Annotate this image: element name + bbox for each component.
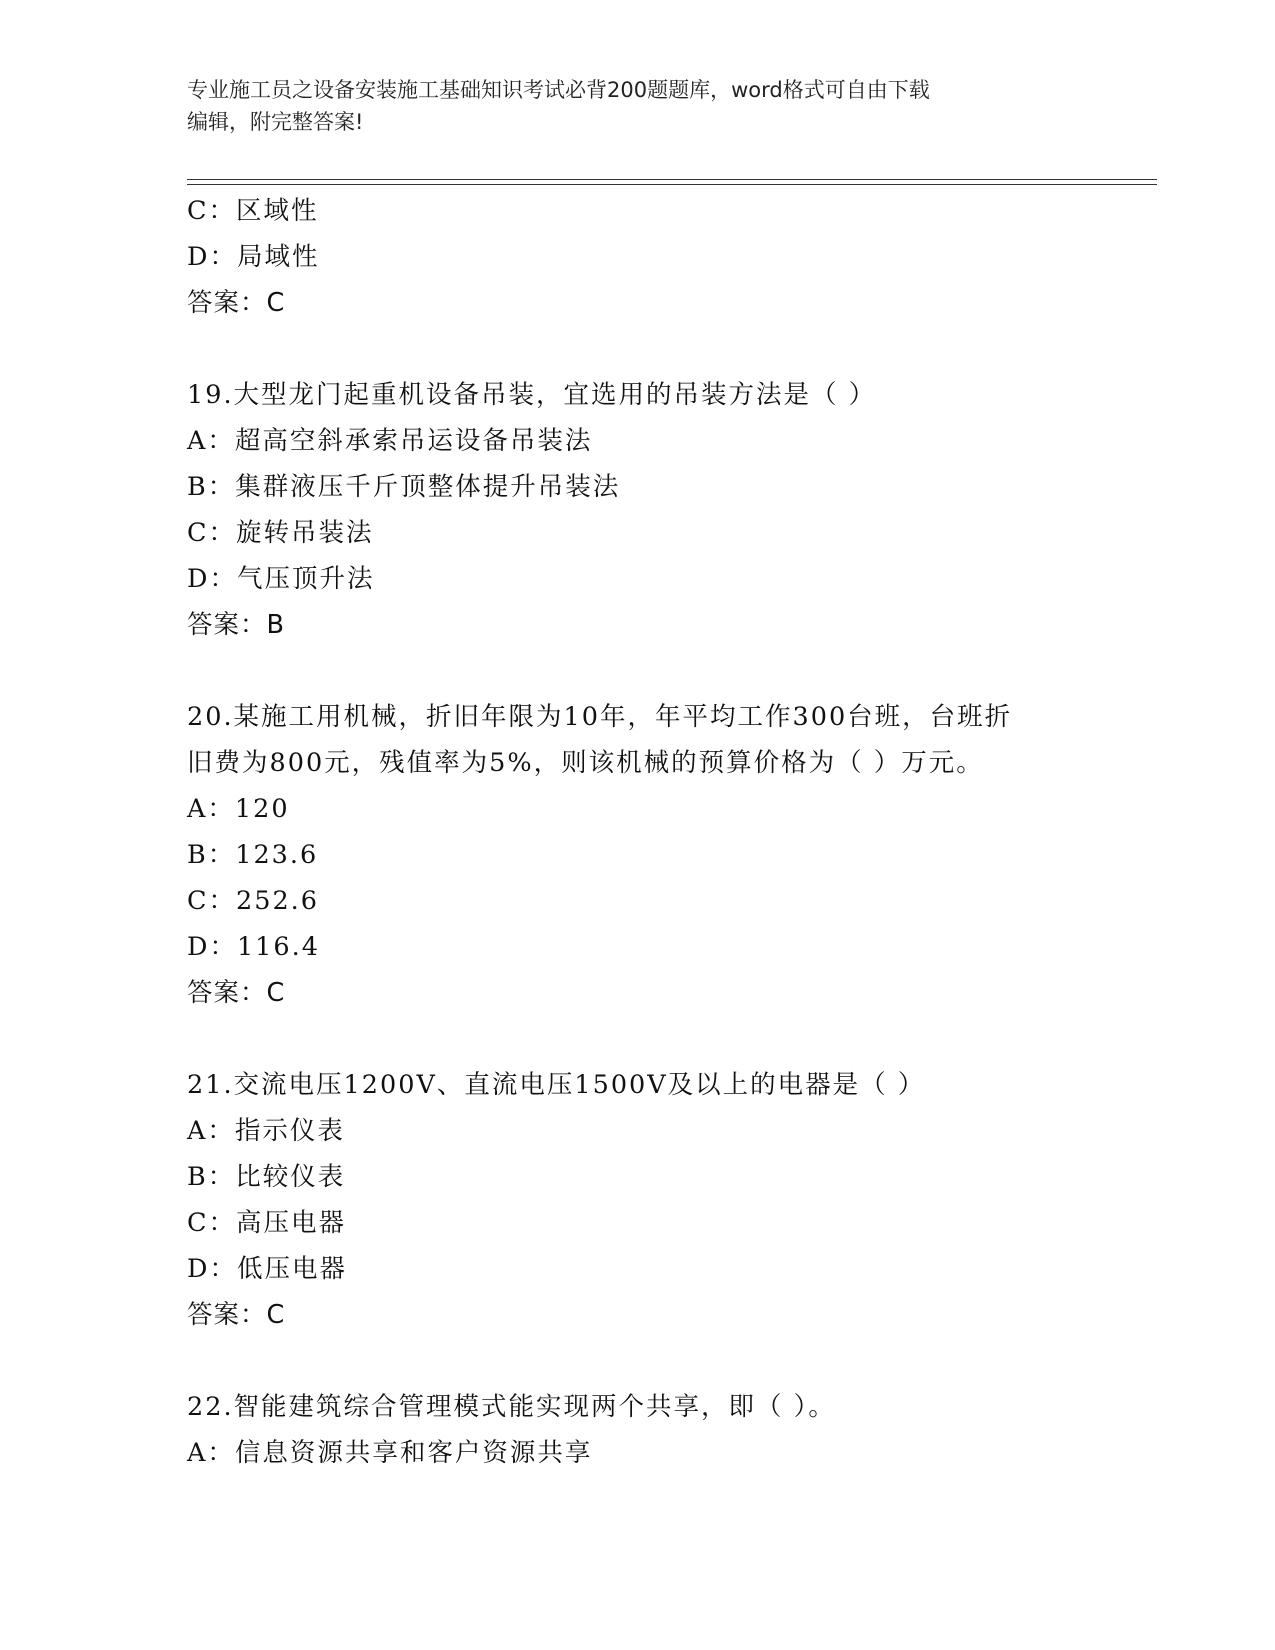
question-18-tail — [187, 188, 1147, 326]
question-stem: 19.大型龙门起重机设备吊装，宜选用的吊装方法是（ ） — [187, 380, 877, 410]
answer-line: 答案：C — [187, 288, 286, 318]
option-d: D：气压顶升法 — [187, 564, 375, 594]
option-c: C：高压电器 — [187, 1208, 347, 1238]
question-stem-line-2: 旧费为800元，残值率为5%，则该机械的预算价格为（ ）万元。 — [187, 748, 984, 778]
question-19 — [187, 372, 1147, 648]
header-divider-bottom — [187, 184, 1157, 185]
option-c: C：旋转吊装法 — [187, 518, 374, 548]
header-title-line-2: 编辑，附完整答案! — [187, 110, 364, 134]
header-title-line-1: 专业施工员之设备安装施工基础知识考试必背200题题库，word格式可自由下载 — [187, 78, 930, 102]
question-21 — [187, 1062, 1147, 1338]
option-a: A：指示仪表 — [187, 1116, 345, 1146]
answer-line: 答案：B — [187, 610, 285, 640]
header-divider-top — [187, 179, 1157, 180]
answer-line: 答案：C — [187, 1300, 286, 1330]
option-b: B：123.6 — [187, 840, 319, 870]
question-stem: 21.交流电压1200V、直流电压1500V及以上的电器是（ ） — [187, 1070, 926, 1100]
question-list — [187, 188, 1147, 1476]
option-c: C：区域性 — [187, 196, 319, 226]
option-a: A：120 — [187, 794, 290, 824]
option-b: B：集群液压千斤顶整体提升吊装法 — [187, 472, 621, 502]
spacer — [187, 1338, 1147, 1384]
question-20 — [187, 694, 1147, 1016]
spacer — [187, 648, 1147, 694]
option-b: B：比较仪表 — [187, 1162, 346, 1192]
option-d: D：116.4 — [187, 932, 320, 962]
question-stem: 22.智能建筑综合管理模式能实现两个共享，即（ ）。 — [187, 1392, 836, 1422]
spacer — [187, 326, 1147, 372]
question-stem-line-1: 20.某施工用机械，折旧年限为10年，年平均工作300台班，台班折 — [187, 702, 1013, 732]
option-d: D：低压电器 — [187, 1254, 347, 1284]
option-d: D：局域性 — [187, 242, 320, 272]
spacer — [187, 1016, 1147, 1062]
question-22 — [187, 1384, 1147, 1476]
option-a: A：超高空斜承索吊运设备吊装法 — [187, 426, 593, 456]
document-header — [187, 74, 1087, 138]
answer-line: 答案：C — [187, 978, 286, 1008]
option-c: C：252.6 — [187, 886, 320, 916]
option-a: A：信息资源共享和客户资源共享 — [187, 1438, 593, 1468]
